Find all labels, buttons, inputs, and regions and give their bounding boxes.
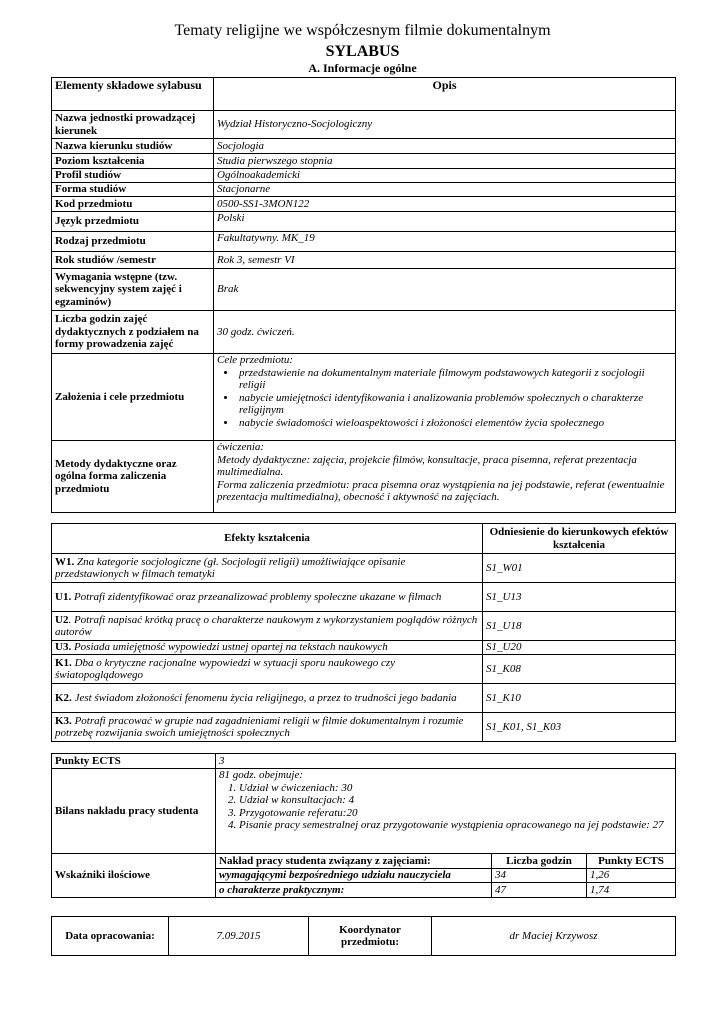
- outcome-ref: S1_K01, S1_K03: [483, 713, 676, 742]
- outcome-desc: Potrafi pracować w grupie nad zagadnieniami religii w filmie dokumentalnym i rozumie potrzebę rozwijania swoich umiejętności społecznych: [55, 714, 464, 739]
- info-row-label: Nazwa kierunku studiów: [52, 139, 214, 154]
- outcome-text: [52, 641, 483, 655]
- coordinator-label: Koordynator przedmiotu:: [309, 917, 432, 956]
- outcomes-header-row: [52, 524, 676, 554]
- info-row-label: Język przedmiotu: [52, 212, 214, 232]
- footer-table: [51, 916, 676, 956]
- outcome-code: U3.: [55, 641, 72, 654]
- info-row-label: Poziom kształcenia: [52, 154, 214, 169]
- outcome-row: [52, 641, 676, 655]
- indicator-label: o charakterze praktycznym:: [216, 883, 492, 898]
- indicators-label: Wskaźniki ilościowe: [52, 854, 216, 898]
- outcome-row: [52, 684, 676, 713]
- goals-list: [217, 367, 672, 430]
- info-row-label: Profil studiów: [52, 169, 214, 183]
- outcome-text: [52, 684, 483, 713]
- outcome-text: [52, 583, 483, 612]
- outcome-code: U2: [55, 613, 69, 626]
- coordinator-value: dr Maciej Krzywosz: [432, 917, 676, 956]
- info-row: [52, 183, 676, 197]
- outcome-text: [52, 554, 483, 583]
- goals-row: [52, 354, 676, 441]
- info-row-label: Wymagania wstępne (tzw. sekwencyjny system zajęć i egzaminów): [52, 269, 214, 311]
- document-subtitle: SYLABUS: [325, 43, 400, 60]
- document-title: Tematy religijne we współczesnym filmie dokumentalnym: [174, 22, 551, 39]
- ects-points-row: [52, 754, 676, 769]
- indicator-ects: 1,74: [587, 883, 676, 898]
- ects-points-value: 3: [216, 754, 676, 769]
- outcome-desc: . Potrafi napisać krótką pracę o charakterze naukowym z wykorzystaniem poglądów różnych autorów: [55, 613, 478, 638]
- balance-cell: [216, 769, 676, 854]
- outcome-ref: S1_U18: [483, 612, 676, 641]
- outcome-ref: S1_W01: [483, 554, 676, 583]
- outcome-text: [52, 713, 483, 742]
- outcome-row: [52, 655, 676, 684]
- outcome-desc: Jest świadom złożoności fenomenu życia religijnego, a przez to trudności jego badania: [71, 691, 457, 704]
- info-row: [52, 154, 676, 169]
- info-row-value: Rok 3, semestr VI: [214, 252, 676, 269]
- outcome-desc: Posiada umiejętność wypowiedzi ustnej opartej na tekstach naukowych: [71, 641, 388, 654]
- info-row-value: 0500-SS1-3MON122: [214, 197, 676, 212]
- info-row: [52, 111, 676, 139]
- goal-item: • nabycie umiejętności identyfikowania i analizowania problemów społecznych o charakterze religijnym: [237, 392, 672, 417]
- outcome-ref: S1_U13: [483, 583, 676, 612]
- outcome-row: [52, 554, 676, 583]
- col-desc-header: Opis: [214, 78, 676, 111]
- outcome-desc: Zna kategorie socjologiczne (gł. Socjologii religii) umożliwiające opisanie przedstawionych w filmach tematyki: [55, 555, 406, 580]
- info-header-row: [52, 78, 676, 111]
- info-row-value: Studia pierwszego stopnia: [214, 154, 676, 169]
- balance-label: Bilans nakładu pracy studenta: [52, 769, 216, 854]
- info-row-label: Kod przedmiotu: [52, 197, 214, 212]
- outcome-code: W1.: [55, 555, 75, 568]
- outcome-text: [52, 655, 483, 684]
- indicator-hours: 47: [492, 883, 587, 898]
- outcome-row: [52, 713, 676, 742]
- outcome-ref: S1_K08: [483, 655, 676, 684]
- balance-item: 2. Udział w konsultacjach: 4: [239, 794, 672, 807]
- outcome-desc: Potrafi zidentyfikować oraz przeanalizować problemy społeczne ukazane w filmach: [71, 590, 442, 603]
- indicators-header-row: [52, 854, 676, 869]
- info-row-label: Rodzaj przedmiotu: [52, 232, 214, 252]
- goals-label: Założenia i cele przedmiotu: [52, 354, 214, 441]
- outcome-row: [52, 612, 676, 641]
- goal-item: • nabycie świadomości wieloaspektowości i złożoności elementów życia społecznego: [237, 417, 672, 430]
- methods-row: [52, 441, 676, 513]
- goals-intro: Cele przedmiotu:: [217, 354, 294, 366]
- col-label-header: Elementy składowe sylabusu: [52, 78, 214, 111]
- methods-line: Metody dydaktyczne: zajęcia, projekcie filmów, konsultacje, praca pisemna, referat prezentacja multimedialna.: [217, 453, 637, 478]
- indicator-hours: 34: [492, 869, 587, 883]
- info-row-value: Brak: [214, 269, 676, 311]
- info-row: [52, 232, 676, 252]
- methods-line: ćwiczenia:: [217, 441, 265, 453]
- info-row: [52, 252, 676, 269]
- balance-intro: 81 godz. obejmuje:: [219, 769, 304, 781]
- info-row: [52, 197, 676, 212]
- date-label: Data opracowania:: [52, 917, 169, 956]
- info-row: [52, 269, 676, 311]
- outcome-code: U1.: [55, 590, 72, 603]
- info-row: [52, 212, 676, 232]
- indicator-ects: 1,26: [587, 869, 676, 883]
- outcome-text: [52, 612, 483, 641]
- info-row: [52, 139, 676, 154]
- indicator-label: wymagającymi bezpośredniego udziału nauczyciela: [216, 869, 492, 883]
- info-row: [52, 311, 676, 354]
- ects-table: [51, 753, 676, 898]
- info-row-value: Stacjonarne: [214, 183, 676, 197]
- info-row-value: Ogólnoakademicki: [214, 169, 676, 183]
- methods-cell: [214, 441, 676, 513]
- outcome-row: [52, 583, 676, 612]
- info-row-value: Socjologia: [214, 139, 676, 154]
- info-row-value: Wydział Historyczno-Socjologiczny: [214, 111, 676, 139]
- methods-label: Metody dydaktyczne oraz ogólna forma zaliczenia przedmiotu: [52, 441, 214, 513]
- balance-row: [52, 769, 676, 854]
- outcome-code: K2.: [55, 691, 72, 704]
- section-heading: A. Informacje ogólne: [308, 61, 417, 75]
- outcome-desc: Dba o krytyczne racjonalne wypowiedzi w sytuacji sporu naukowego czy światopoglądowego: [55, 656, 396, 681]
- ects-points-label: Punkty ECTS: [52, 754, 216, 769]
- outcome-ref: S1_K10: [483, 684, 676, 713]
- outcome-code: K3.: [55, 714, 72, 727]
- goals-cell: [214, 354, 676, 441]
- balance-item: 4. Pisanie pracy semestralnej oraz przygotowanie wystąpienia opracowanego na jej podstawie: 27: [239, 819, 672, 832]
- balance-item: 3. Przygotowanie referatu:20: [239, 807, 672, 820]
- ind-head-ects: Punkty ECTS: [587, 854, 676, 869]
- outcomes-table: [51, 523, 676, 742]
- outcome-ref: S1_U20: [483, 641, 676, 655]
- info-row-label: Nazwa jednostki prowadzącej kierunek: [52, 111, 214, 139]
- info-row-value: Fakultatywny. MK_19: [214, 232, 676, 252]
- balance-list: [219, 782, 672, 832]
- general-info-table: [51, 77, 676, 513]
- ind-head-workload: Nakład pracy studenta związany z zajęciami:: [216, 854, 492, 869]
- col-effects-header: Efekty kształcenia: [52, 524, 483, 554]
- methods-line: Forma zaliczenia przedmiotu: praca pisemna oraz wystąpienia na jej podstawie, referat (ewentualnie prezentacja multimedialna), obecność i aktywność na zajęciach.: [217, 478, 665, 503]
- balance-item: 1. Udział w ćwiczeniach: 30: [239, 782, 672, 795]
- info-row-label: Rok studiów /semestr: [52, 252, 214, 269]
- date-value: 7.09.2015: [169, 917, 309, 956]
- ind-head-hours: Liczba godzin: [492, 854, 587, 869]
- col-ref-header: Odniesienie do kierunkowych efektów kształcenia: [483, 524, 676, 554]
- info-row-value: Polski: [214, 212, 676, 232]
- info-row-label: Liczba godzin zajęć dydaktycznych z podziałem na formy prowadzenia zajęć: [52, 311, 214, 354]
- info-row-value: 30 godz. ćwiczeń.: [214, 311, 676, 354]
- outcome-code: K1.: [55, 656, 72, 669]
- goal-item: • przedstawienie na dokumentalnym materiale filmowym podstawowych kategorii z socjologii religii: [237, 367, 672, 392]
- footer-row: [52, 917, 676, 956]
- info-row-label: Forma studiów: [52, 183, 214, 197]
- info-row: [52, 169, 676, 183]
